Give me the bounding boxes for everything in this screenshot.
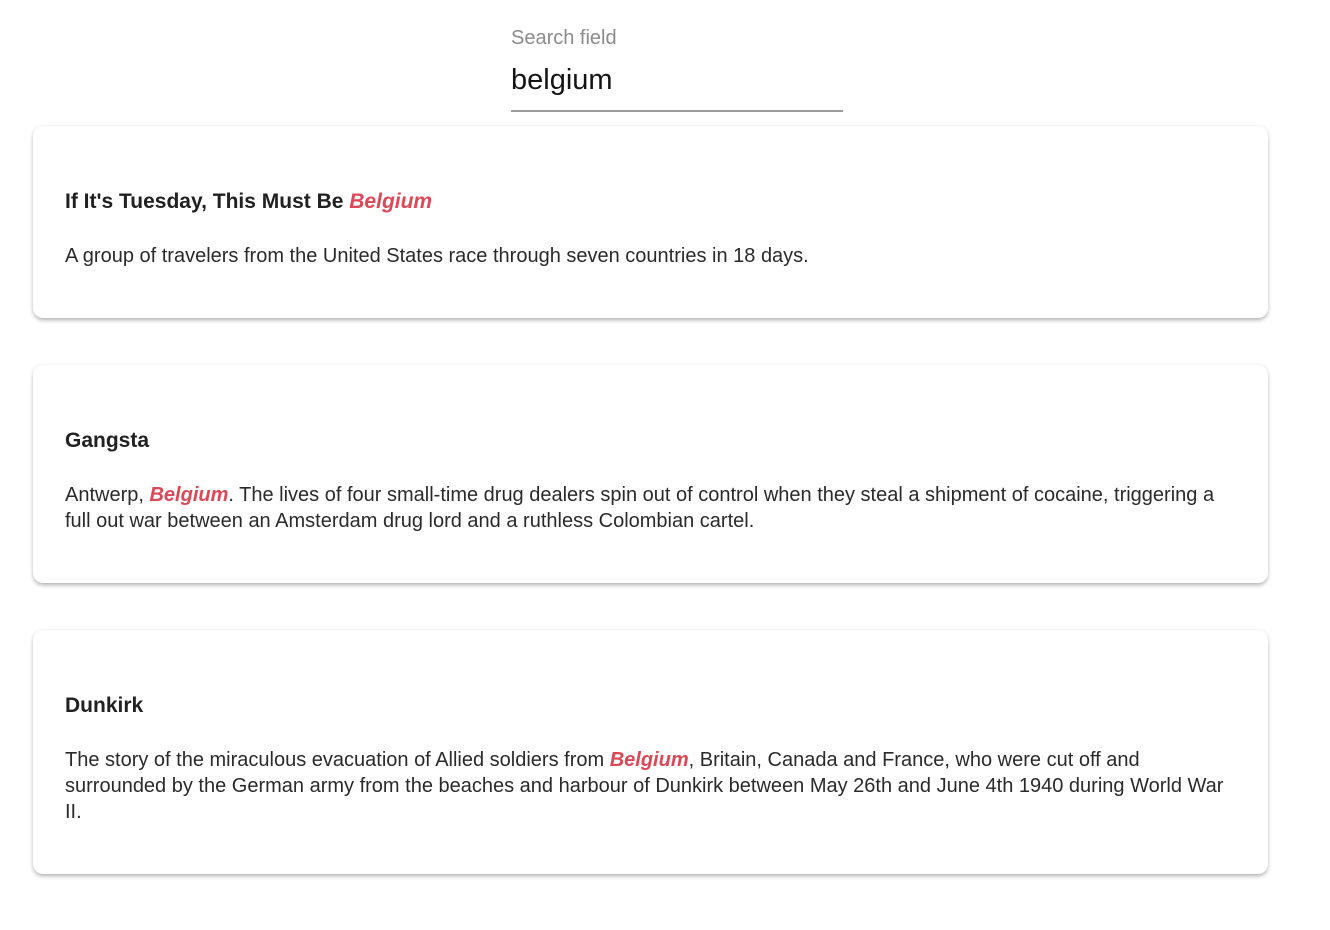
description-text: . The lives of four small-time drug dealers spin out of control when they steal a shipment of cocaine, triggering a full out war between an Amsterdam drug lord and a ruthless Colombian cartel. (65, 484, 1215, 532)
title-text: Gangsta (65, 429, 150, 452)
result-title (65, 190, 1236, 214)
description-text: A group of travelers from the United States race through seven countries in 18 days. (65, 245, 809, 267)
search-field (511, 27, 843, 112)
result-description (65, 243, 1236, 269)
search-input[interactable] (511, 64, 843, 112)
description-text: The story of the miraculous evacuation of Allied soldiers from (65, 749, 610, 771)
description-text: , Britain, Canada and France, who were cut off and surrounded by the German army from the beaches and harbour of Dunkirk between May 26th and June 4th 1940 during World War II. (65, 749, 1224, 823)
highlighted-term: Belgium (149, 484, 229, 506)
title-text: Dunkirk (65, 694, 144, 717)
result-card[interactable] (33, 126, 1268, 318)
highlighted-term: Belgium (609, 749, 689, 771)
search-results-list (33, 126, 1268, 874)
result-card[interactable] (33, 365, 1268, 583)
result-title (65, 694, 1236, 718)
description-text: Antwerp, (65, 484, 150, 506)
result-title (65, 429, 1236, 453)
highlighted-term: Belgium (349, 190, 433, 213)
title-text: If It's Tuesday, This Must Be (65, 190, 350, 213)
result-description (65, 747, 1236, 825)
result-description (65, 482, 1236, 534)
result-card[interactable] (33, 630, 1268, 874)
search-label: Search field (511, 27, 617, 49)
